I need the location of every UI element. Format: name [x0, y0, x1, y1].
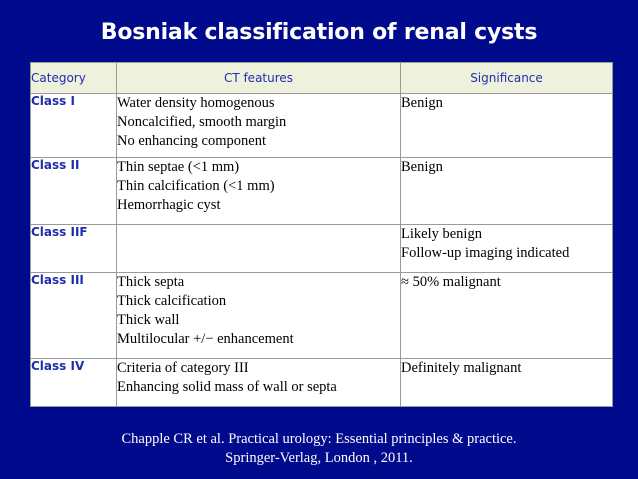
ct-feature-line: Multilocular +/− enhancement	[117, 331, 294, 347]
category-cell: Class I	[31, 94, 117, 158]
citation-line: Chapple CR et al. Practical urology: Essential principles & practice.	[121, 431, 517, 447]
significance-cell	[401, 359, 613, 407]
slide-title: Bosniak classification of renal cysts	[100, 20, 538, 45]
table-row	[31, 359, 613, 407]
ct-feature-line: Thin septae (<1 mm)	[117, 159, 240, 175]
ct-feature-line: Thin calcification (<1 mm)	[117, 178, 275, 194]
significance-line: Follow-up imaging indicated	[401, 245, 570, 261]
category-cell: Class III	[31, 273, 117, 359]
table-row	[31, 273, 613, 359]
category-cell: Class IV	[31, 359, 117, 407]
category-cell: Class II	[31, 158, 117, 225]
citation	[0, 430, 638, 468]
table-row	[31, 158, 613, 225]
significance-line: Likely benign	[401, 226, 482, 242]
bosniak-table	[30, 62, 613, 407]
significance-cell	[401, 225, 613, 273]
table-header-row	[31, 63, 613, 94]
header-category: Category	[31, 63, 117, 94]
significance-line: Benign	[401, 159, 443, 175]
ct-feature-line: Thick septa	[117, 274, 185, 290]
ct-feature-line: No enhancing component	[117, 133, 266, 149]
ct-features-cell	[117, 94, 401, 158]
category-cell: Class IIF	[31, 225, 117, 273]
significance-line: Benign	[401, 95, 443, 111]
ct-feature-line: Noncalcified, smooth margin	[117, 114, 287, 130]
significance-line: ≈ 50% malignant	[401, 274, 501, 290]
significance-cell	[401, 158, 613, 225]
header-significance: Significance	[401, 63, 613, 94]
ct-feature-line: Criteria of category III	[117, 360, 249, 376]
ct-features-cell	[117, 273, 401, 359]
ct-feature-line: Thick calcification	[117, 293, 227, 309]
table-row	[31, 225, 613, 273]
ct-features-cell	[117, 158, 401, 225]
header-ct-features: CT features	[117, 63, 401, 94]
ct-features-cell	[117, 225, 401, 273]
ct-feature-line: Thick wall	[117, 312, 180, 328]
significance-line: Definitely malignant	[401, 360, 522, 376]
significance-cell	[401, 94, 613, 158]
significance-cell	[401, 273, 613, 359]
table-row	[31, 94, 613, 158]
ct-features-cell	[117, 359, 401, 407]
ct-feature-line: Water density homogenous	[117, 95, 275, 111]
ct-feature-line: Enhancing solid mass of wall or septa	[117, 379, 337, 395]
citation-line: Springer-Verlag, London , 2011.	[225, 450, 413, 466]
ct-feature-line: Hemorrhagic cyst	[117, 197, 221, 213]
